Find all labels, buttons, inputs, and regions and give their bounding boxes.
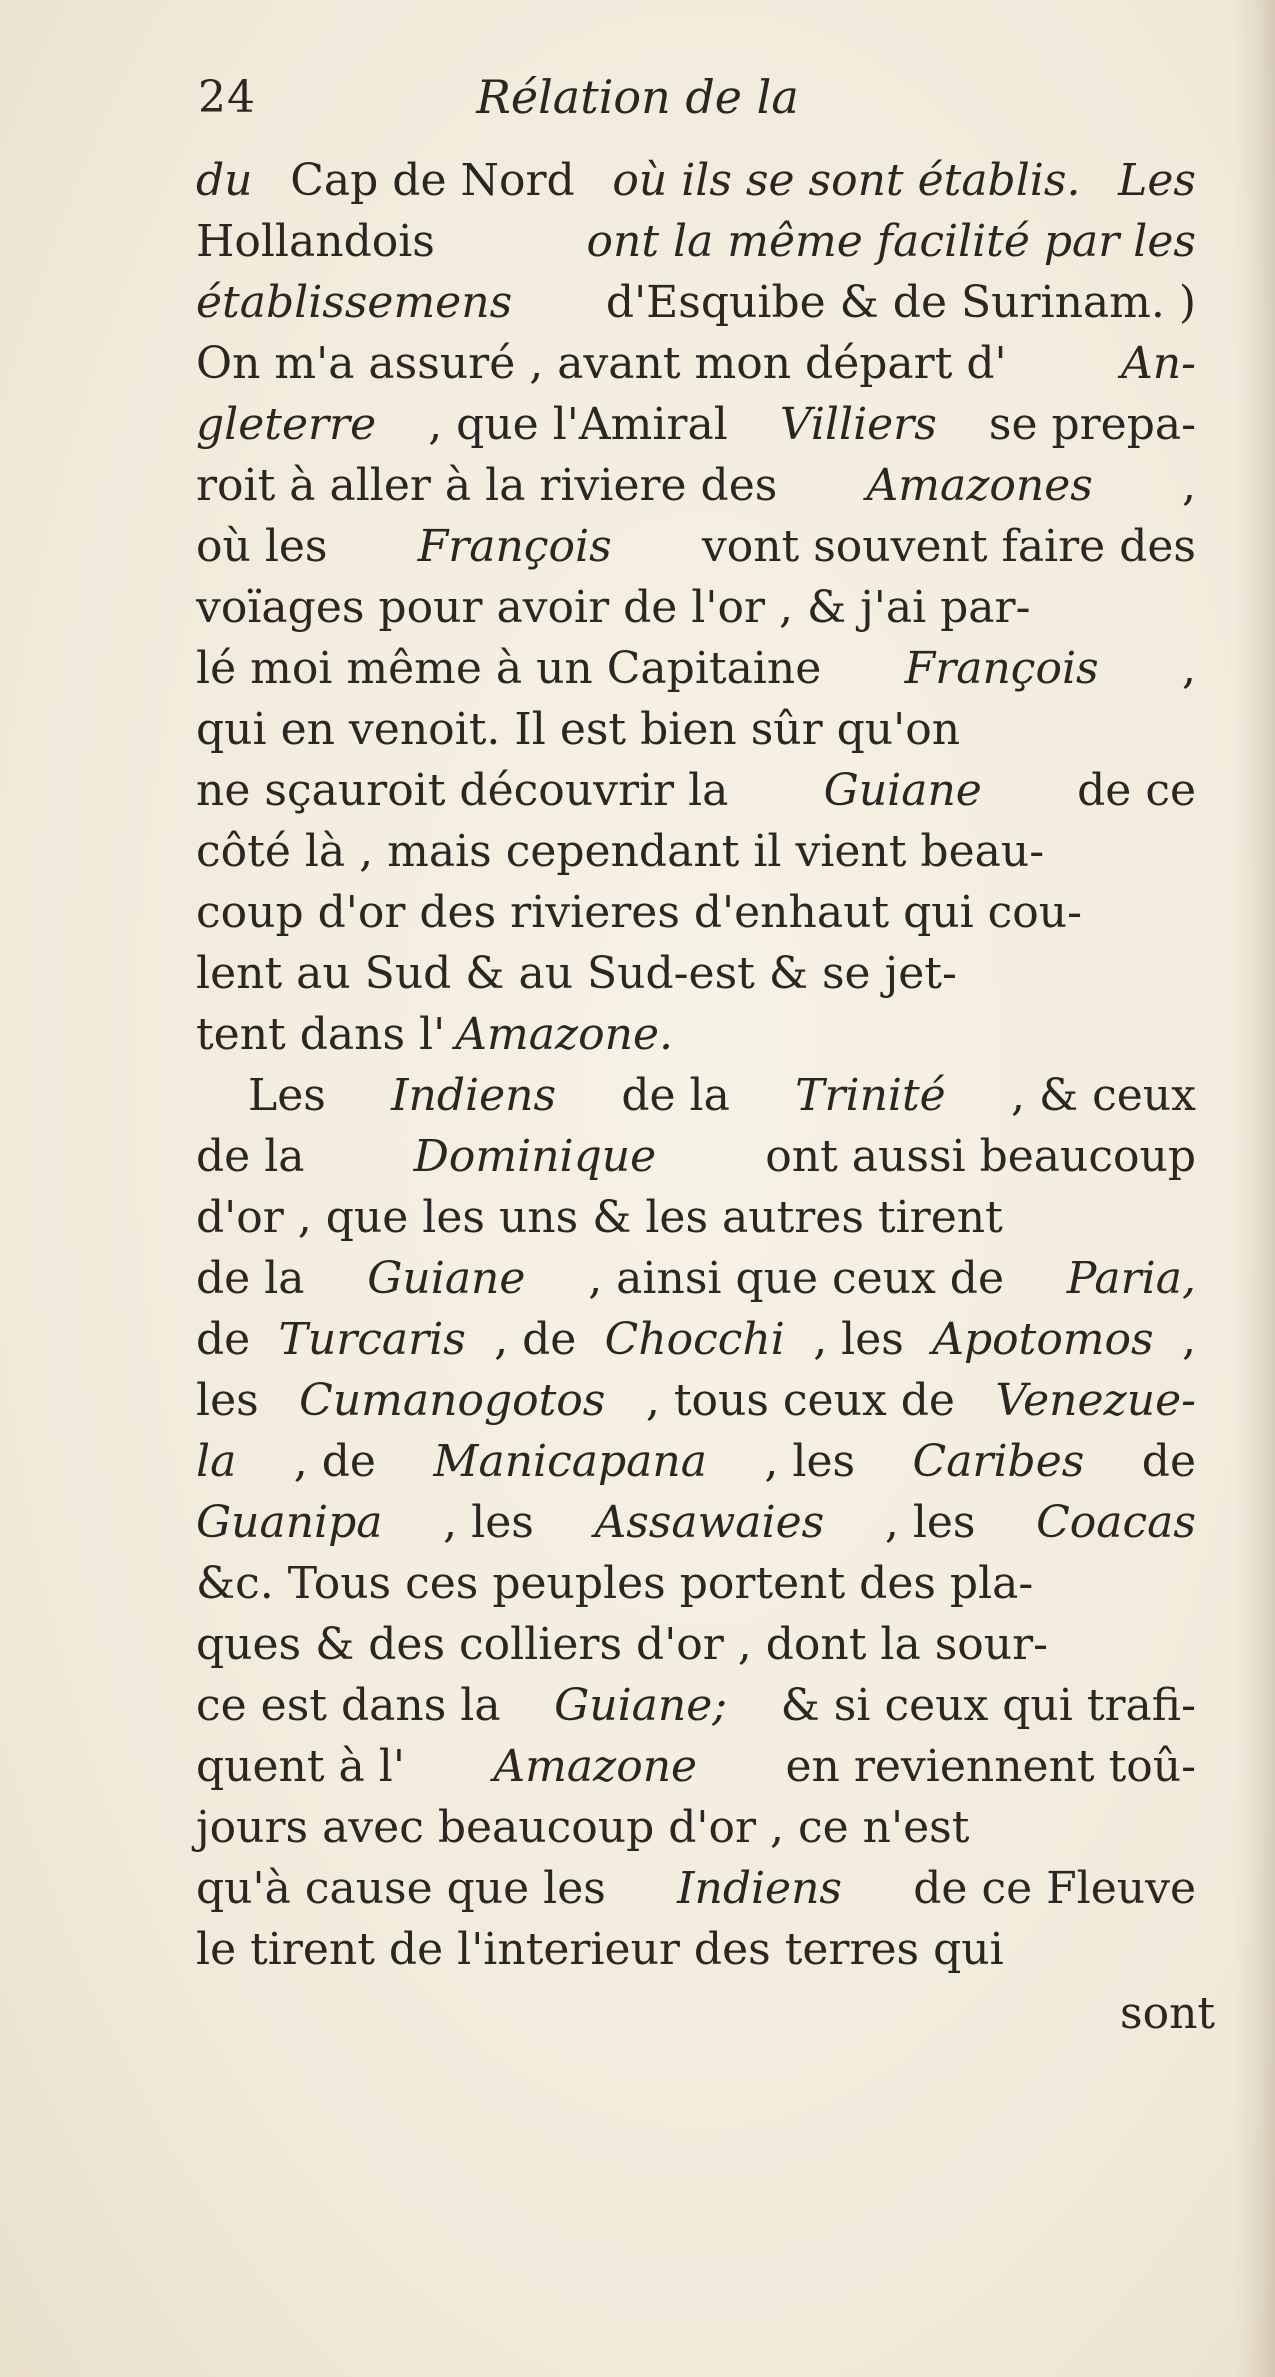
text-line (196, 272, 1196, 333)
text-segment: quent à l' (196, 1741, 405, 1792)
text-line (196, 821, 1196, 882)
text-segment: , ainsi que ceux de (588, 1253, 1005, 1304)
text-line (196, 638, 1196, 699)
text-segment: Cap de Nord (290, 155, 575, 206)
text-segment: voïages pour avoir de l'or , & j'ai par- (196, 582, 1031, 633)
text-line (196, 333, 1196, 394)
italic-text-segment: Caribes (912, 1436, 1085, 1487)
text-segment: de la (196, 1253, 305, 1304)
italic-text-segment: Venezue- (995, 1375, 1196, 1426)
text-segment: d'or , que les uns & les autres tirent (196, 1192, 1003, 1243)
text-line (196, 1187, 1196, 1248)
text-segment: se prepa- (988, 399, 1196, 450)
italic-text-segment: Coacas (1036, 1497, 1196, 1548)
page-fold-shadow (1235, 0, 1275, 2377)
text-segment: le tirent de l'interieur des terres qui (196, 1924, 1004, 1975)
italic-text-segment: Cumanogotos (299, 1375, 606, 1426)
text-line (196, 516, 1196, 577)
italic-text-segment: Amazones (866, 460, 1093, 511)
text-line (196, 1736, 1196, 1797)
italic-text-segment: Turcaris (278, 1314, 466, 1365)
running-head: Rélation de la (476, 70, 799, 124)
text-segment: de la (196, 1131, 305, 1182)
text-segment: de (1141, 1436, 1196, 1487)
italic-text-segment: du (196, 155, 253, 206)
text-line (196, 1004, 1196, 1065)
italic-text-segment: Assawaies (594, 1497, 825, 1548)
italic-text-segment: Amazone (493, 1741, 698, 1792)
text-segment: , (1181, 1314, 1196, 1365)
text-segment: , les (884, 1497, 976, 1548)
italic-text-segment: ont la même facilité par les (586, 216, 1196, 267)
italic-text-segment: Guanipa (196, 1497, 383, 1548)
text-segment: , tous ceux de (645, 1375, 955, 1426)
text-segment: coup d'or des rivieres d'enhaut qui cou- (196, 887, 1082, 938)
text-line (196, 150, 1196, 211)
text-segment: , les (443, 1497, 534, 1548)
text-segment: , les (764, 1436, 856, 1487)
text-line (196, 1248, 1196, 1309)
text-segment: , de (494, 1314, 577, 1365)
italic-text-segment: Chocchi (604, 1314, 785, 1365)
text-segment: , (1182, 643, 1196, 694)
text-segment: où les (196, 521, 328, 572)
text-segment: de ce Fleuve (913, 1863, 1196, 1914)
text-segment: de ce (1077, 765, 1196, 816)
text-segment: jours avec beaucoup d'or , ce n'est (196, 1802, 970, 1853)
text-segment: d'Esquibe & de Surinam. ) (605, 277, 1196, 328)
text-segment: qu'à cause que les (196, 1863, 606, 1914)
text-line (196, 1858, 1196, 1919)
italic-text-segment: Les (1118, 155, 1196, 206)
text-segment: lent au Sud & au Sud-est & se jet- (196, 948, 957, 999)
text-line (196, 1126, 1196, 1187)
italic-text-segment: An- (1121, 338, 1196, 389)
italic-text-segment: François (904, 643, 1099, 694)
italic-text-segment: Manicapana (433, 1436, 707, 1487)
italic-text-segment: Guiane (823, 765, 982, 816)
text-segment: lé moi même à un Capitaine (196, 643, 822, 694)
text-line (196, 455, 1196, 516)
text-line (196, 1614, 1196, 1675)
text-segment: , (1182, 460, 1196, 511)
text-segment: ne sçauroit découvrir la (196, 765, 729, 816)
text-segment: Hollandois (196, 216, 435, 267)
text-segment: les (196, 1375, 259, 1426)
italic-text-segment: Indiens (677, 1863, 843, 1914)
text-line (196, 1431, 1196, 1492)
text-segment: de la (621, 1070, 730, 1121)
text-line (196, 1370, 1196, 1431)
text-line (196, 1492, 1196, 1553)
text-segment: ce est dans la (196, 1680, 501, 1731)
page-number: 24 (198, 72, 256, 123)
text-segment: Les (248, 1070, 326, 1121)
text-line (196, 1919, 1196, 1980)
italic-text-segment: où ils se sont établis. (612, 155, 1081, 206)
italic-text-segment: gleterre (196, 399, 377, 450)
italic-text-segment: établissemens (196, 277, 513, 328)
text-segment: qui en venoit. Il est bien sûr qu'on (196, 704, 961, 755)
text-segment: vont souvent faire des (701, 521, 1196, 572)
text-line (196, 943, 1196, 1004)
text-line (196, 1309, 1196, 1370)
text-line (196, 394, 1196, 455)
italic-text-segment: François (417, 521, 612, 572)
body-text (196, 150, 1196, 1980)
italic-text-segment: Indiens (391, 1070, 557, 1121)
text-line (196, 882, 1196, 943)
text-line (196, 1797, 1196, 1858)
italic-text-segment: Trinité (795, 1070, 946, 1121)
italic-text-segment: Amazone. (455, 1009, 673, 1060)
text-segment: ques & des colliers d'or , dont la sour- (196, 1619, 1049, 1670)
text-segment: roit à aller à la riviere des (196, 460, 778, 511)
text-line (196, 760, 1196, 821)
text-segment: &c. Tous ces peuples portent des pla- (196, 1558, 1034, 1609)
text-line (196, 211, 1196, 272)
italic-text-segment: Guiane (367, 1253, 526, 1304)
text-line (196, 699, 1196, 760)
text-segment: tent dans l' (196, 1009, 446, 1060)
text-segment: ont aussi beaucoup (765, 1131, 1196, 1182)
text-line (196, 1675, 1196, 1736)
text-segment: , que l'Amiral (428, 399, 728, 450)
italic-text-segment: la (196, 1436, 237, 1487)
text-segment: de (196, 1314, 251, 1365)
text-segment: côté là , mais cependant il vient beau- (196, 826, 1045, 877)
italic-text-segment: Paria, (1066, 1253, 1196, 1304)
text-line (196, 1065, 1196, 1126)
text-line (196, 577, 1196, 638)
italic-text-segment: Villiers (779, 399, 937, 450)
text-segment: , les (813, 1314, 904, 1365)
text-segment: , & ceux (1010, 1070, 1196, 1121)
text-segment: On m'a assuré , avant mon départ d' (196, 338, 1007, 389)
catchword: sont (1120, 1988, 1216, 2039)
text-line (196, 1553, 1196, 1614)
text-segment: , de (293, 1436, 376, 1487)
text-segment: en reviennent toû- (785, 1741, 1196, 1792)
italic-text-segment: Guiane; (554, 1680, 728, 1731)
text-segment: & si ceux qui trafi- (780, 1680, 1196, 1731)
italic-text-segment: Dominique (413, 1131, 657, 1182)
italic-text-segment: Apotomos (932, 1314, 1154, 1365)
